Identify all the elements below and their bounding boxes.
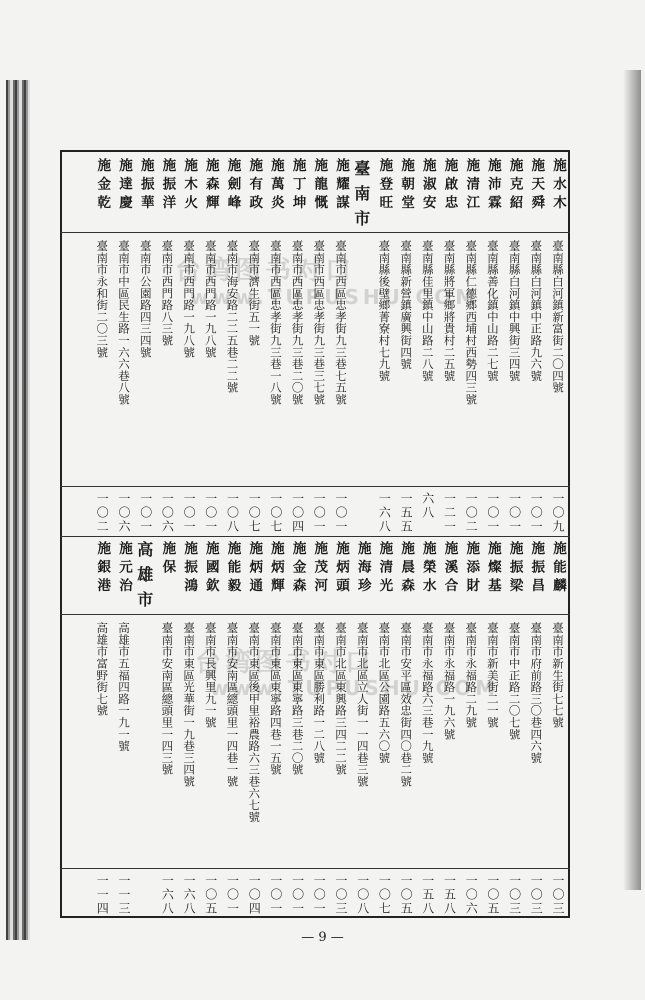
upper-name-divider (60, 232, 570, 233)
address: 臺南市新美街二一號 (485, 622, 500, 729)
person-name: 施劍峰 (224, 158, 241, 214)
address: 臺南縣白河鎮中興街三四號 (507, 240, 522, 382)
code-number: 一〇四 (290, 492, 305, 534)
address: 臺南市西門路一九八號 (203, 240, 218, 358)
person-name: 施達慶 (116, 158, 132, 214)
address: 臺南市北區公園路五六〇號 (377, 622, 392, 764)
lower-number-divider (60, 868, 570, 869)
watermark-upper: 台湾图书对口 (175, 256, 356, 286)
code-number: 一〇八 (355, 874, 370, 916)
person-name: 施清江 (463, 158, 480, 214)
address: 臺南市安南區總頭里一四巷一號 (225, 622, 240, 788)
address: 臺南市中正路二〇七號 (507, 622, 522, 740)
code-number: 一〇五 (485, 874, 500, 916)
code-number: 一〇一 (268, 874, 283, 916)
person-name: 施振鴻 (181, 541, 198, 597)
address: 臺南市永福路一九六號 (442, 622, 457, 740)
person-name: 施榮水 (419, 541, 436, 597)
person-name: 施能麟 (550, 541, 566, 597)
person-name: 施保 (159, 541, 176, 578)
address: 高雄市富野街七號 (95, 622, 110, 717)
person-name: 施金乾 (94, 158, 111, 214)
address: 臺南市安平區效忠街四〇巷二號 (399, 622, 414, 788)
code-number: 一〇一 (312, 492, 327, 534)
code-number: 一〇三 (507, 874, 522, 916)
code-number: 一〇一 (334, 492, 348, 534)
code-number: 一〇七 (268, 492, 283, 534)
address: 臺南市公園路四三四號 (138, 240, 153, 358)
person-name: 施登旺 (376, 158, 393, 214)
code-number: 一六八 (182, 874, 197, 916)
person-name: 施溪合 (441, 541, 458, 597)
block-divider (60, 536, 570, 537)
person-name: 施沛霖 (484, 158, 501, 214)
code-number: 一〇一 (529, 492, 544, 534)
code-number: 一〇六 (117, 492, 131, 534)
code-number: 一〇七 (247, 492, 262, 534)
address: 臺南市濟生街五一號 (247, 240, 262, 347)
address: 臺南市北區立人街一一四巷三號 (355, 622, 370, 788)
code-number: 六八 (420, 492, 435, 520)
code-number: 一二一 (442, 492, 457, 534)
address: 臺南市東區東寧路三巷二〇號 (290, 622, 305, 776)
address: 臺南市安南區總頭里一四三號 (160, 622, 175, 776)
code-number: 一〇四 (247, 874, 262, 916)
upper-number-divider (60, 486, 570, 487)
code-number: 一〇三 (529, 874, 544, 916)
address: 臺南縣仁德鄉西埔村西勢四三號 (464, 240, 479, 406)
person-name: 施水木 (550, 158, 566, 214)
person-name: 施淑安 (419, 158, 436, 214)
address: 臺南市東區東寧路四巷一五號 (268, 622, 283, 776)
person-name: 施朝堂 (398, 158, 415, 214)
address: 臺南市西區忠孝街九三巷二〇號 (290, 240, 305, 406)
person-name: 施振昌 (528, 541, 545, 597)
person-name: 施萬炎 (267, 158, 284, 214)
person-name: 施龍慨 (311, 158, 328, 214)
person-name: 施海珍 (354, 541, 371, 597)
address: 臺南市西區忠孝街九三巷一八號 (268, 240, 283, 406)
address: 臺南市西區忠孝街九三巷七五號 (334, 240, 348, 406)
person-name: 施丁坤 (289, 158, 306, 214)
code-number: 一〇一 (182, 492, 197, 534)
code-number: 一六八 (377, 492, 392, 534)
person-name: 施振洋 (159, 158, 176, 214)
address: 臺南市永福路六三巷一九號 (420, 622, 435, 764)
code-number: 一〇一 (507, 492, 522, 534)
person-name: 施茂河 (311, 541, 328, 597)
watermark-upper-url: www.TUPUSHU.COM (190, 285, 480, 309)
person-name: 施元治 (116, 541, 132, 597)
code-number: 一五八 (420, 874, 435, 916)
person-name: 施森輝 (202, 158, 219, 214)
person-name: 施添財 (463, 541, 480, 597)
address: 臺南市西區忠孝街九三巷三七號 (312, 240, 327, 406)
address: 高雄市五福四路一九一號 (117, 622, 131, 752)
person-name: 施銀港 (94, 541, 111, 597)
code-number: 一〇一 (138, 492, 153, 534)
watermark-lower: 台湾图书对口 (195, 648, 376, 678)
code-number: 一〇二 (95, 492, 110, 534)
book-binding-shadow (6, 80, 30, 940)
code-number: 一〇一 (203, 492, 218, 534)
code-number: 一五八 (442, 874, 457, 916)
section-heading: 高雄市 (134, 541, 154, 616)
person-name: 施金森 (289, 541, 306, 597)
code-number: 一〇六 (160, 492, 175, 534)
address: 臺南市東區光華街一九巷三四號 (182, 622, 197, 788)
person-name: 施有政 (246, 158, 263, 214)
person-name: 施振華 (137, 158, 154, 214)
person-name: 施啟忠 (441, 158, 458, 214)
address: 臺南縣善化鎮中山路二七號 (485, 240, 500, 382)
address: 臺南縣後壁鄉菁寮村七九號 (377, 240, 392, 382)
code-number: 一〇二 (464, 492, 479, 534)
address: 臺南縣白河鎮中正路九六號 (529, 240, 544, 382)
person-name: 施克紹 (506, 158, 523, 214)
person-name: 施耀謀 (333, 158, 349, 214)
address: 臺南市中區民生路一六六巷八號 (117, 240, 131, 406)
address: 臺南縣佳里鎮中山路二八號 (420, 240, 435, 382)
address: 臺南市府前路三〇巷四六號 (529, 622, 544, 764)
person-name: 施晨森 (398, 541, 415, 597)
address: 臺南市西門路八三號 (160, 240, 175, 347)
code-number: 一〇八 (225, 492, 240, 534)
person-name: 施天舜 (528, 158, 545, 214)
address: 臺南縣白河鎮新富街二〇四號 (551, 240, 565, 394)
person-name: 施燦基 (484, 541, 501, 597)
code-number: 一〇三 (334, 874, 348, 916)
code-number: 一〇一 (485, 492, 500, 534)
address: 臺南市東區後甲里裕農路六三巷六七號 (247, 622, 262, 823)
watermark-lower-url: www.TUPUSHU.COM (210, 676, 500, 700)
code-number: 一〇五 (399, 874, 414, 916)
person-name: 施炳頭 (333, 541, 349, 597)
code-number: 一六八 (160, 874, 175, 916)
address: 臺南縣新營鎮廣興街四號 (399, 240, 414, 370)
address: 臺南市新生街七七號 (551, 622, 565, 729)
address: 臺南市北區東興路三四二二號 (334, 622, 348, 776)
address: 臺南市永福路二九號 (464, 622, 479, 729)
address: 臺南市永和街二〇三號 (95, 240, 110, 358)
address: 臺南市西門路一九八號 (182, 240, 197, 358)
person-name: 施炳輝 (267, 541, 284, 597)
address: 臺南市東區勝利路一二八號 (312, 622, 327, 764)
code-number: 一〇三 (551, 874, 565, 916)
code-number: 一〇七 (377, 874, 392, 916)
code-number: 一〇一 (312, 874, 327, 916)
person-name: 施清光 (376, 541, 393, 597)
code-number: 一〇六 (464, 874, 479, 916)
code-number: 一〇一 (290, 874, 305, 916)
page-number: — 9 — (301, 930, 344, 945)
code-number: 一一三 (117, 874, 131, 916)
page-edge-shadow (623, 70, 641, 890)
code-number: 一〇五 (203, 874, 218, 916)
code-number: 一〇九 (551, 492, 565, 534)
address: 臺南市海安路二二五巷二二號 (225, 240, 240, 394)
person-name: 施炳通 (246, 541, 263, 597)
person-name: 施國欽 (202, 541, 219, 597)
person-name: 施能毅 (224, 541, 241, 597)
code-number: 一一四 (95, 874, 110, 916)
section-heading: 臺南市 (351, 160, 371, 235)
person-name: 施振梁 (506, 541, 523, 597)
code-number: 一五五 (399, 492, 414, 534)
address: 臺南縣將軍鄉將貴村二五號 (442, 240, 457, 382)
address: 臺南市長興里九一號 (203, 622, 218, 729)
person-name: 施木火 (181, 158, 198, 214)
code-number: 一〇一 (225, 874, 240, 916)
